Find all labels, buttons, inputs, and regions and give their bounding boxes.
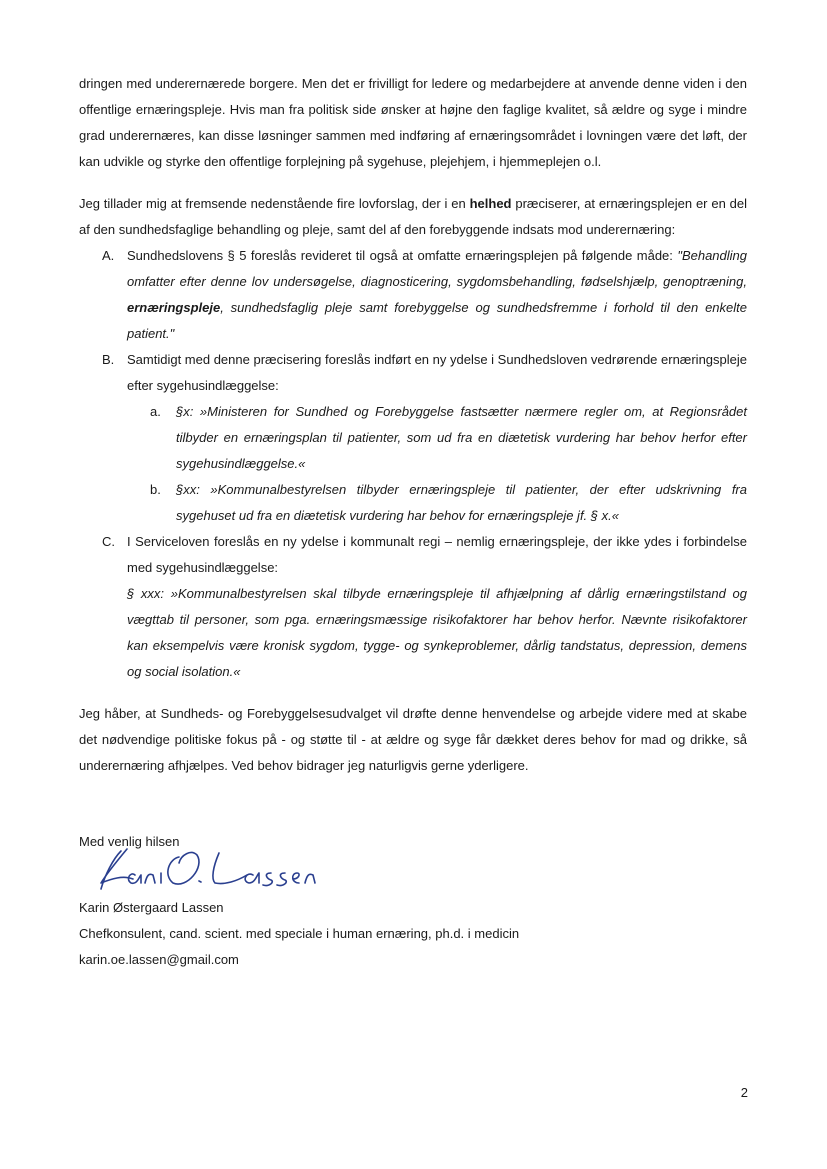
proposal-intro-text-a: Jeg tillader mig at fremsende nedenstående fire lovforslag, der i en xyxy=(79,196,470,211)
proposal-c-text: I Serviceloven foreslås en ny ydelse i kommunalt regi – nemlig ernæringspleje, der ikke ydes i forbindelse med sygehusindlæggelse: xyxy=(127,534,747,575)
proposal-intro-paragraph xyxy=(79,191,747,243)
proposal-list xyxy=(79,243,747,685)
proposal-a-quote-bold: ernæringspleje xyxy=(127,300,221,315)
proposal-marker-a: A. xyxy=(102,248,115,263)
signer-name: Karin Østergaard Lassen xyxy=(79,900,224,915)
signature-block xyxy=(79,829,747,973)
proposal-item-b xyxy=(79,347,747,399)
proposal-c-quote: § xxx: »Kommunalbestyrelsen skal tilbyde ernæringspleje til afhjælpning af dårlig ernæringstilstand og vægttab til personer, som pga. ernæringsmæssige risikofaktorer har behov herfor. Nævnte risikofaktorer kan eksempelvis være kronisk sygdom, tygge- og synkeproblemer, dårlig tandstatus, depression, demens og social isolation.« xyxy=(127,586,747,679)
subitem-marker-a: a. xyxy=(150,404,161,419)
proposal-item-a xyxy=(79,243,747,347)
proposal-item-c xyxy=(79,529,747,685)
letter-body xyxy=(79,71,747,973)
signer-title: Chefkonsulent, cand. scient. med speciale i human ernæring, ph.d. i medicin xyxy=(79,926,520,941)
proposal-intro-bold: helhed xyxy=(469,196,512,211)
subitem-a-text: §x: »Ministeren for Sundhed og Forebyggelse fastsætter nærmere regler om, at Regionsrådet tilbyder en ernæringsplan til patienter, som ud fra en diætetisk vurdering har behov herfor efter sygehusindlæggelse.« xyxy=(176,404,747,471)
proposal-subitem-b xyxy=(79,477,747,529)
intro-paragraph: dringen med underernærede borgere. Men det er frivilligt for ledere og medarbejdere at anvende denne viden i den offentlige ernæringspleje. Hvis man fra politisk side ønsker at højne den faglige kvalitet, så ældre og syge i mindre grad underernæres, kan disse løsninger sammen med indføring af ernæringsområdet i lovningen være det løft, der kan udvikle og styrke den offentlige forplejning på sygehuse, plejehjem, i hjemmeplejen o.l. xyxy=(79,76,747,169)
subitem-marker-b: b. xyxy=(150,482,161,497)
subitem-b-text: §xx: »Kommunalbestyrelsen tilbyder ernæringspleje til patienter, der efter udskrivning fra sygehuset ud fra en diætetisk vurdering har behov for ernæringspleje jf. § x.« xyxy=(176,482,747,523)
handwritten-signature xyxy=(79,855,747,895)
proposal-marker-b: B. xyxy=(102,352,115,367)
greeting: Med venlig hilsen xyxy=(79,834,180,849)
signer-email: karin.oe.lassen@gmail.com xyxy=(79,952,239,967)
proposal-intro-text-b: præciserer, at ernæringsplejen er en del af den sundhedsfaglige behandling og pleje, samt del af den forebyggende indsats mod underernæring: xyxy=(79,196,747,237)
closing-paragraph: Jeg håber, at Sundheds- og Forebyggelsesudvalget vil drøfte denne henvendelse og arbejde videre med at skabe det nødvendige politiske fokus på - og støtte til - at ældre og syge får dækket deres behov for mad og drikke, så underernæring afhjælpes. Ved behov bidrager jeg naturligvis gerne yderligere. xyxy=(79,706,747,773)
proposal-marker-c: C. xyxy=(102,534,115,549)
proposal-b-text: Samtidigt med denne præcisering foreslås indført en ny ydelse i Sundhedsloven vedrørende ernæringspleje efter sygehusindlæggelse: xyxy=(127,352,748,393)
page-number: 2 xyxy=(740,1085,748,1100)
signature-image xyxy=(87,845,327,897)
proposal-a-text: Sundhedslovens § 5 foreslås revideret til også at omfatte ernæringsplejen på følgende måde: xyxy=(127,248,678,263)
proposal-a-quote-a: "Behandling omfatter efter denne lov undersøgelse, diagnosticering, sygdomsbehandling, fødselshjælp, genoptræning, xyxy=(127,248,747,289)
proposal-subitem-a xyxy=(79,399,747,477)
proposal-a-quote-b: , sundhedsfaglig pleje samt forebyggelse og sundhedsfremme i forhold til den enkelte patient." xyxy=(127,300,747,341)
